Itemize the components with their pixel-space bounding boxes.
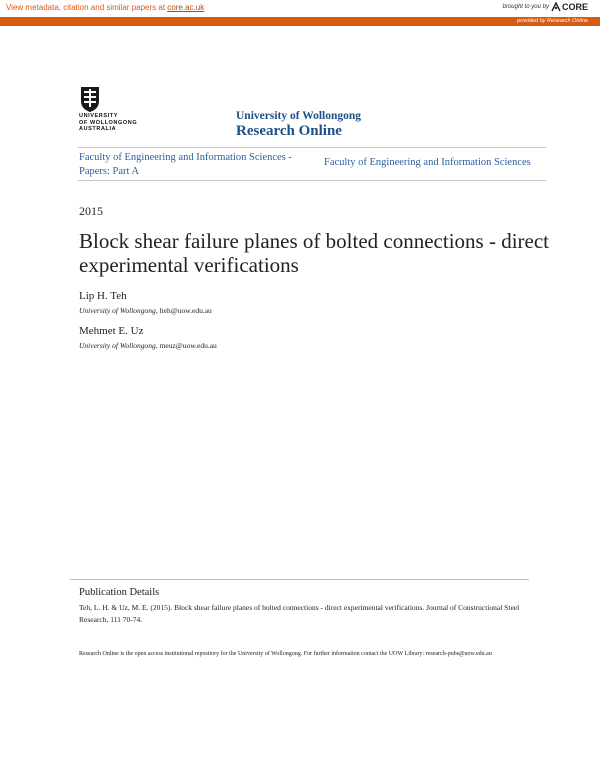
core-metadata-text (6, 3, 204, 12)
core-logo-text: CORE (561, 2, 588, 12)
author-name: Mehmet E. Uz (79, 325, 144, 337)
author-affiliation (79, 341, 217, 350)
university-name[interactable]: University of Wollongong (236, 110, 362, 122)
divider-top (78, 147, 546, 148)
core-provided-strip (0, 17, 600, 26)
brought-to-you-label: brought to you by (502, 4, 549, 10)
research-online-header (236, 110, 361, 140)
core-metadata-label: View metadata, citation and similar papers at (6, 3, 168, 12)
wordmark-line: UNIVERSITY (79, 113, 119, 119)
author-email[interactable]: , lteh@uow.edu.au (155, 306, 212, 315)
publication-details-heading: Publication Details (79, 587, 160, 598)
wordmark-line: OF WOLLONGONG (79, 119, 138, 126)
repository-name[interactable]: Research Online (236, 123, 342, 139)
core-logo-icon (551, 2, 561, 12)
core-banner (0, 0, 600, 17)
university-wordmark (79, 113, 137, 133)
divider-bottom (78, 180, 546, 181)
author-name: Lip H. Teh (79, 290, 127, 302)
series-link[interactable]: Faculty of Engineering and Information Sciences - Papers: Part A (79, 152, 292, 177)
core-brought-by[interactable] (503, 2, 588, 12)
core-logo[interactable] (551, 2, 588, 12)
wordmark-line: AUSTRALIA (79, 126, 117, 132)
publication-divider (70, 579, 529, 580)
repository-note: Research Online is the open access institutional repository for the University of Wollongong. For further information contact the UOW Library: research-pubs@uow.edu.au (79, 651, 492, 657)
publication-year: 2015 (79, 204, 103, 218)
author-email[interactable]: , meuz@uow.edu.au (155, 341, 217, 350)
paper-title: Block shear failure planes of bolted connections - direct experimental verifications (79, 229, 549, 277)
affiliation-name: University of Wollongong (79, 341, 156, 350)
provided-by-text: provided by Research Online (517, 18, 588, 24)
faculty-link[interactable]: Faculty of Engineering and Information Sciences (324, 157, 531, 168)
author-affiliation (79, 306, 212, 315)
affiliation-name: University of Wollongong (79, 306, 156, 315)
core-link[interactable]: core.ac.uk (167, 3, 205, 12)
citation-text: Teh, L. H. & Uz, M. E. (2015). Block shear failure planes of bolted connections - direct experimental verifications. Journal of Constructional Steel Research, 111 70-74. (79, 603, 520, 624)
